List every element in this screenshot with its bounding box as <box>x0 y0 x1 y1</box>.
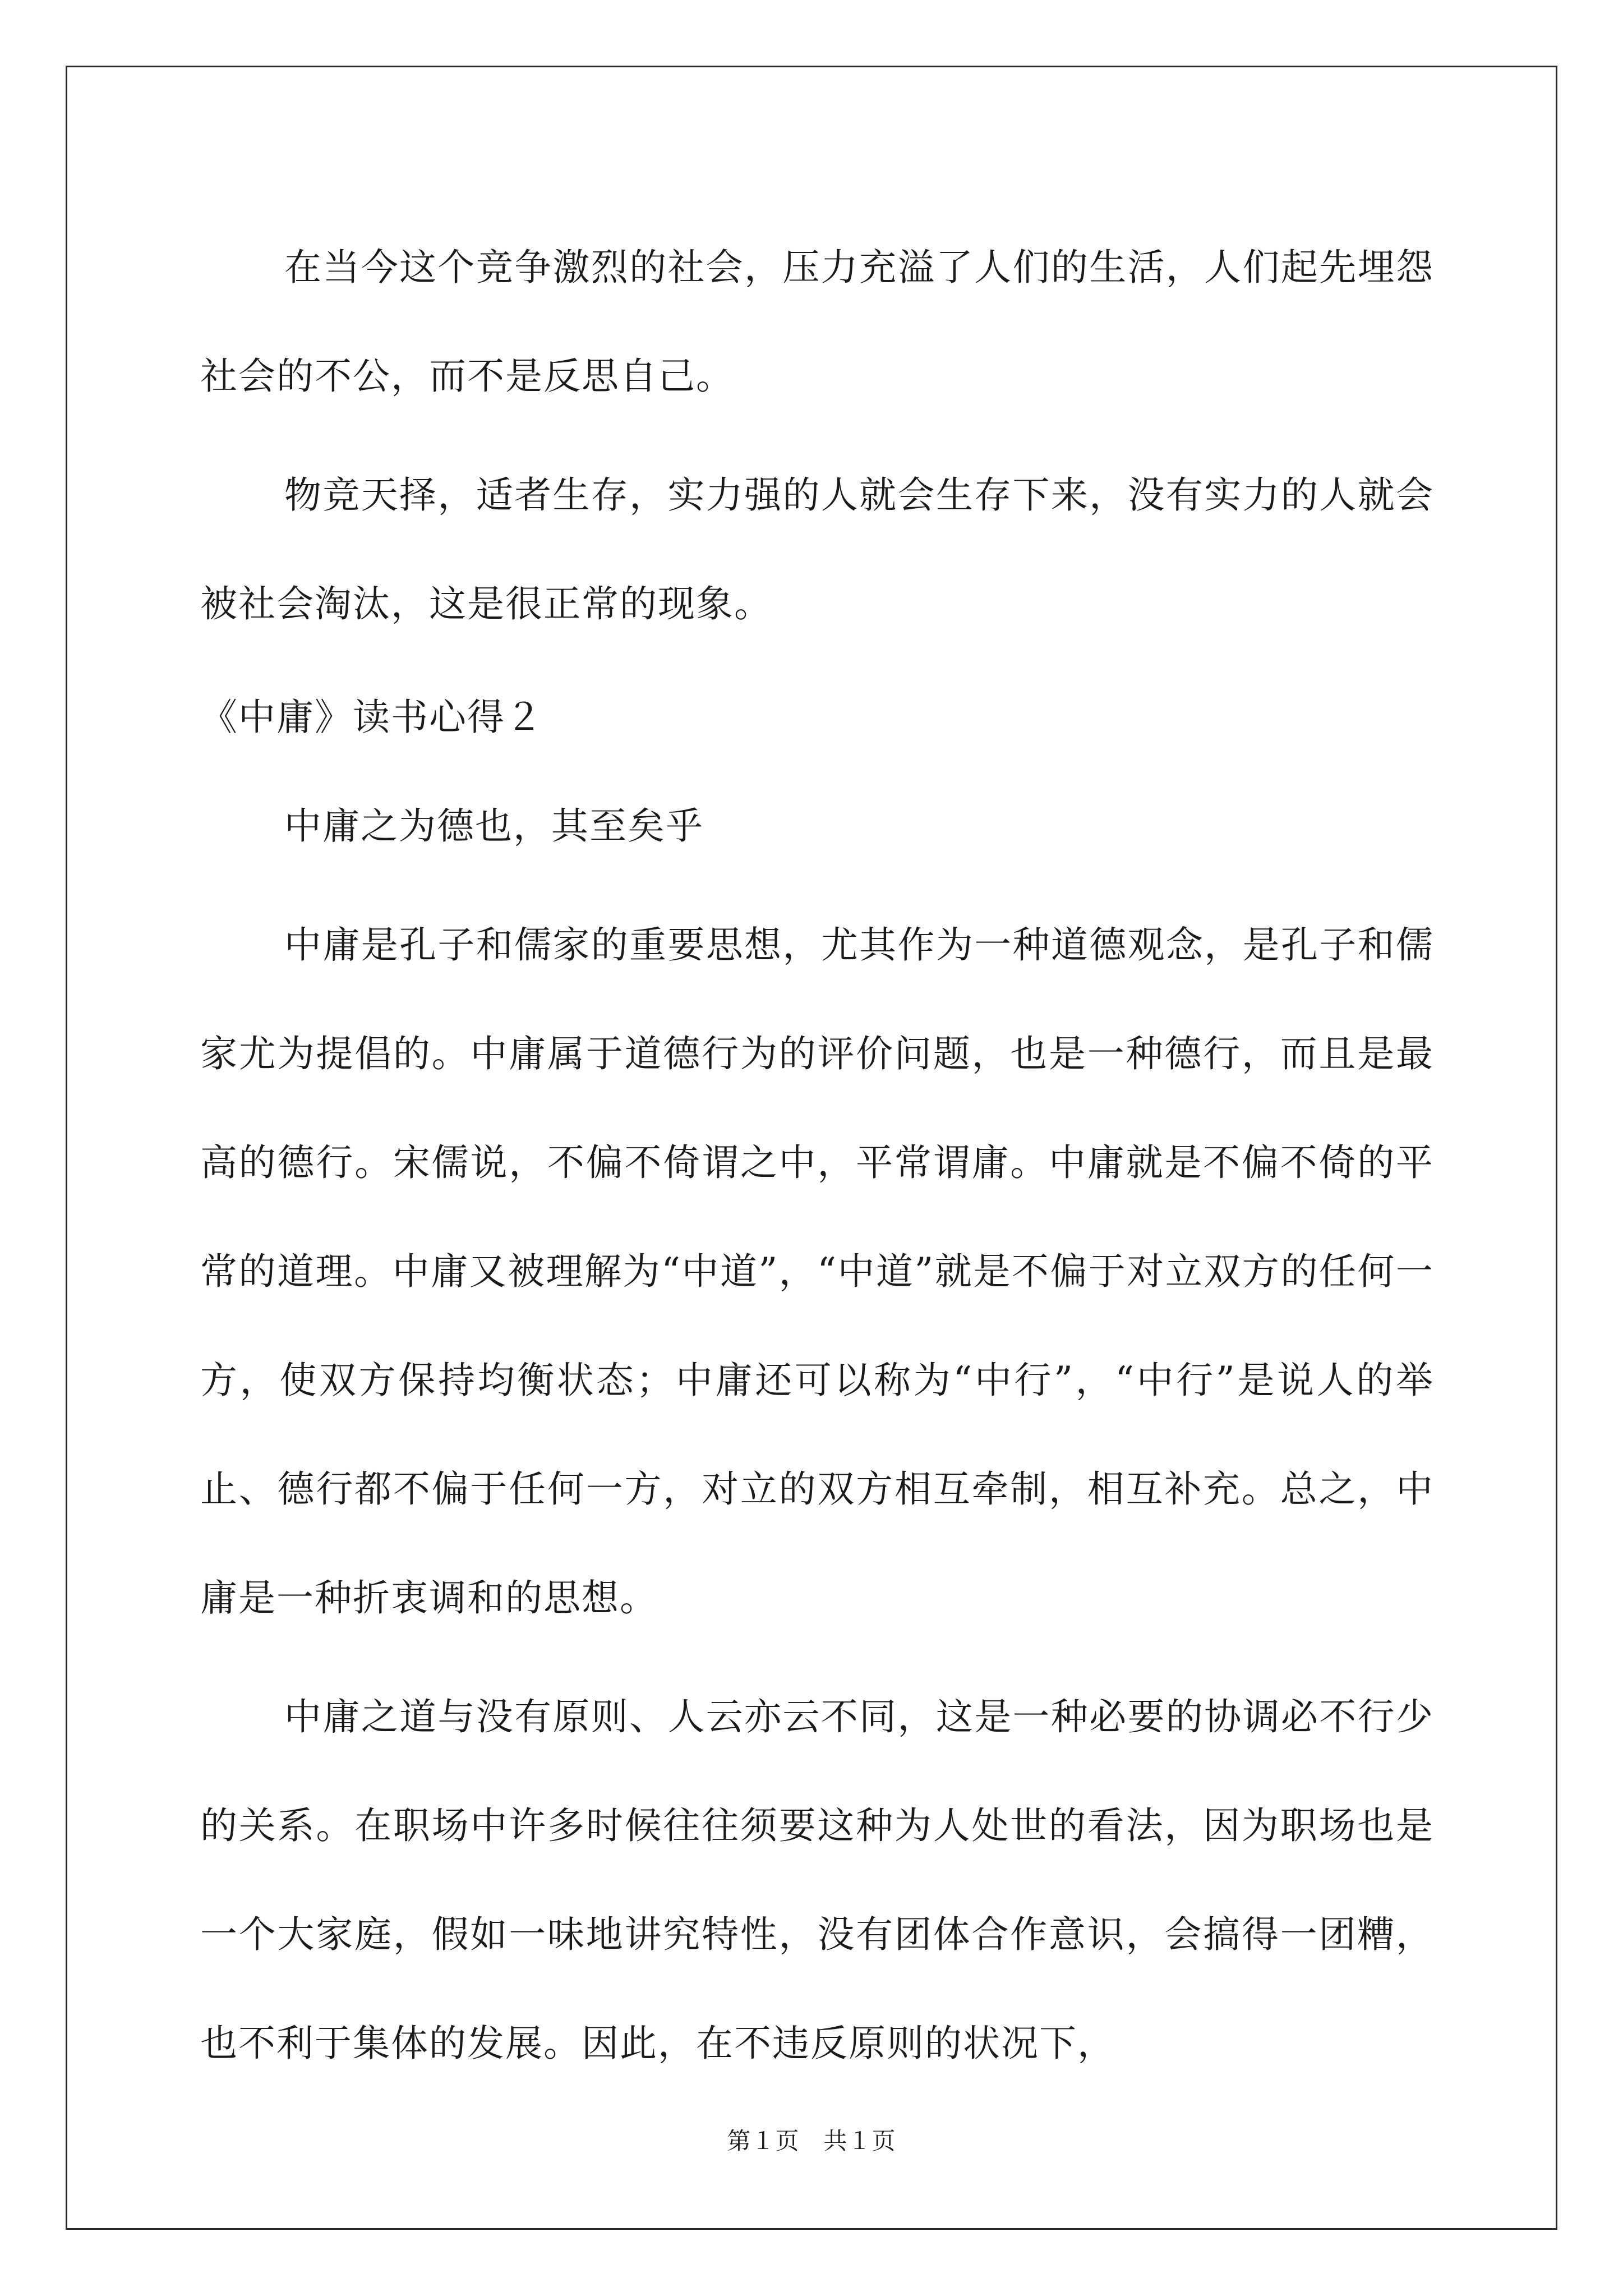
paragraph: 中庸之道与没有原则、人云亦云不同，这是一种必要的协调必不行少的关系。在职场中许多时候往往须要这种为人处世的看法，因为职场也是一个大家庭，假如一味地讲究特性，没有团体合作意识，会搞得一团糟，也不利于集体的发展。因此，在不违反原则的状况下， <box>200 1695 1434 2065</box>
paragraph: 中庸之为德也，其至矣乎 <box>284 804 704 848</box>
document-body <box>200 213 1434 2098</box>
paragraph: 在当今这个竞争激烈的社会，压力充溢了人们的生活，人们起先埋怨社会的不公，而不是反思自己。 <box>200 246 1434 398</box>
page-number-footer: 第１页 共１页 <box>727 2127 896 2155</box>
paragraph: 中庸是孔子和儒家的重要思想，尤其作为一种道德观念，是孔子和儒家尤为提倡的。中庸属于道德行为的评价问题，也是一种德行，而且是最高的德行。宋儒说，不偏不倚谓之中，平常谓庸。中庸就是不偏不倚的平常的道理。中庸又被理解为“中道”，“中道”就是不偏于对立双方的任何一方，使双方保持均衡状态；中庸还可以称为“中行”，“中行”是说人的举止、德行都不偏于任何一方，对立的双方相互牵制，相互补充。总之，中庸是一种折衷调和的思想。 <box>200 923 1434 1619</box>
paragraph: 物竞天择，适者生存，实力强的人就会生存下来，没有实力的人就会被社会淘汰，这是很正常的现象。 <box>200 473 1434 625</box>
section-heading: 《中庸》读书心得２ <box>200 696 543 739</box>
